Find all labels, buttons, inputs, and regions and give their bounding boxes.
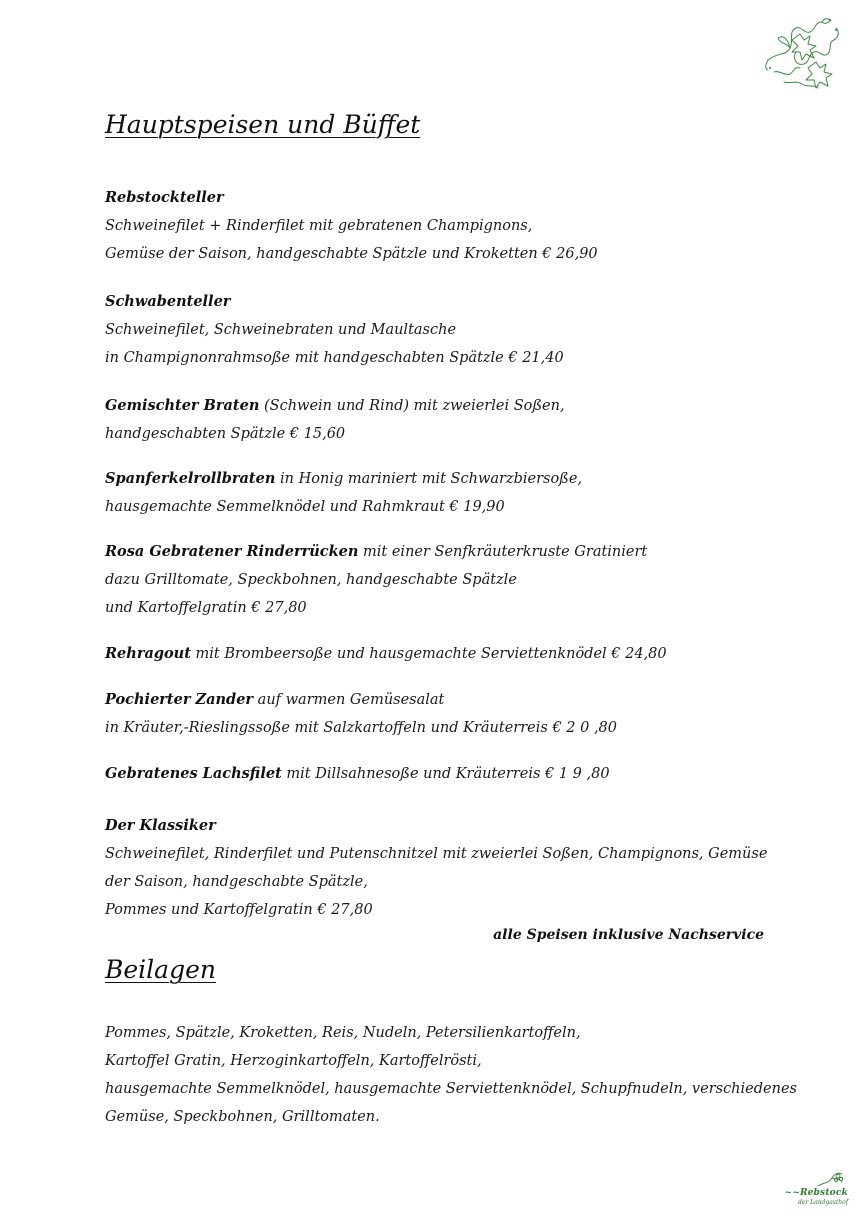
item-title: Rosa Gebratener Rinderrücken xyxy=(105,543,359,560)
menu-item-klassiker xyxy=(105,812,805,924)
side-dishes-line: Kartoffel Gratin, Herzoginkartoffeln, Kartoffelrösti, xyxy=(105,1053,482,1069)
item-description: dazu Grilltomate, Speckbohnen, handgeschabte Spätzle xyxy=(105,572,517,588)
item-title: Spanferkelrollbraten xyxy=(105,470,276,487)
menu-item-rebstockteller xyxy=(105,184,805,268)
item-description: in Honig mariniert mit Schwarzbiersoße, xyxy=(275,471,583,487)
item-description: Schweinefilet, Rinderfilet und Putenschnitzel mit zweierlei Soßen, Champignons, Gemüse xyxy=(105,846,768,862)
item-description: auf warmen Gemüsesalat xyxy=(253,692,445,708)
item-description-price: in Kräuter,-Rieslingssoße mit Salzkartoffeln und Kräuterreis € 2 0 ,80 xyxy=(105,720,618,736)
item-description: Schweinefilet, Schweinebraten und Maultasche xyxy=(105,322,457,338)
item-description-price: hausgemachte Semmelknödel und Rahmkraut € 19,90 xyxy=(105,499,505,515)
item-description-price: mit Dillsahnesoße und Kräuterreis € 1 9 ,80 xyxy=(281,766,610,782)
grape-vine-icon xyxy=(816,1170,846,1188)
item-description-price: und Kartoffelgratin € 27,80 xyxy=(105,600,307,616)
item-description-price: Gemüse der Saison, handgeschabte Spätzle und Kroketten € 26,90 xyxy=(105,246,598,262)
item-description: (Schwein und Rind) mit zweierlei Soßen, xyxy=(259,398,565,414)
item-title: Gemischter Braten xyxy=(105,397,260,414)
item-description-price: in Champignonrahmsoße mit handgeschabten Spätzle € 21,40 xyxy=(105,350,564,366)
item-description-price: mit Brombeersoße und hausgemachte Serviettenknödel € 24,80 xyxy=(190,646,667,662)
rebstock-footer-logo xyxy=(768,1170,848,1210)
item-title: Pochierter Zander xyxy=(105,691,254,708)
menu-item-rinderruecken xyxy=(105,538,805,622)
main-heading: Hauptspeisen und Büffet xyxy=(105,110,421,139)
brand-subtitle: der Landgasthof xyxy=(797,1199,848,1206)
menu-item-gemischter-braten xyxy=(105,392,805,448)
vine-leaf-logo-icon xyxy=(760,12,846,98)
item-title: Der Klassiker xyxy=(105,817,216,834)
side-dishes-line: Gemüse, Speckbohnen, Grilltomaten. xyxy=(105,1109,380,1125)
item-title: Rehragout xyxy=(105,645,191,662)
side-dishes-line: hausgemachte Semmelknödel, hausgemachte Serviettenknödel, Schupfnudeln, verschiedenes xyxy=(105,1081,797,1097)
menu-item-rehragout xyxy=(105,640,805,668)
item-description: der Saison, handgeschabte Spätzle, xyxy=(105,874,368,890)
menu-item-schwabenteller xyxy=(105,288,805,372)
menu-item-spanferkelrollbraten xyxy=(105,465,805,521)
side-dishes-heading: Beilagen xyxy=(105,955,216,984)
item-title: Gebratenes Lachsfilet xyxy=(105,765,282,782)
menu-item-lachsfilet xyxy=(105,760,805,788)
side-dishes-line: Pommes, Spätzle, Kroketten, Reis, Nudeln, Petersilienkartoffeln, xyxy=(105,1025,581,1041)
service-note: alle Speisen inklusive Nachservice xyxy=(493,927,764,943)
item-description: Schweinefilet + Rinderfilet mit gebratenen Champignons, xyxy=(105,218,533,234)
item-description-price: handgeschabten Spätzle € 15,60 xyxy=(105,426,346,442)
brand-name: ~~Rebstock xyxy=(784,1188,848,1198)
menu-item-zander xyxy=(105,686,805,742)
item-description-price: Pommes und Kartoffelgratin € 27,80 xyxy=(105,902,373,918)
item-description: mit einer Senfkräuterkruste Gratiniert xyxy=(358,544,648,560)
item-title: Schwabenteller xyxy=(105,293,231,310)
side-dishes-list xyxy=(105,1019,825,1131)
item-title: Rebstockteller xyxy=(105,189,224,206)
